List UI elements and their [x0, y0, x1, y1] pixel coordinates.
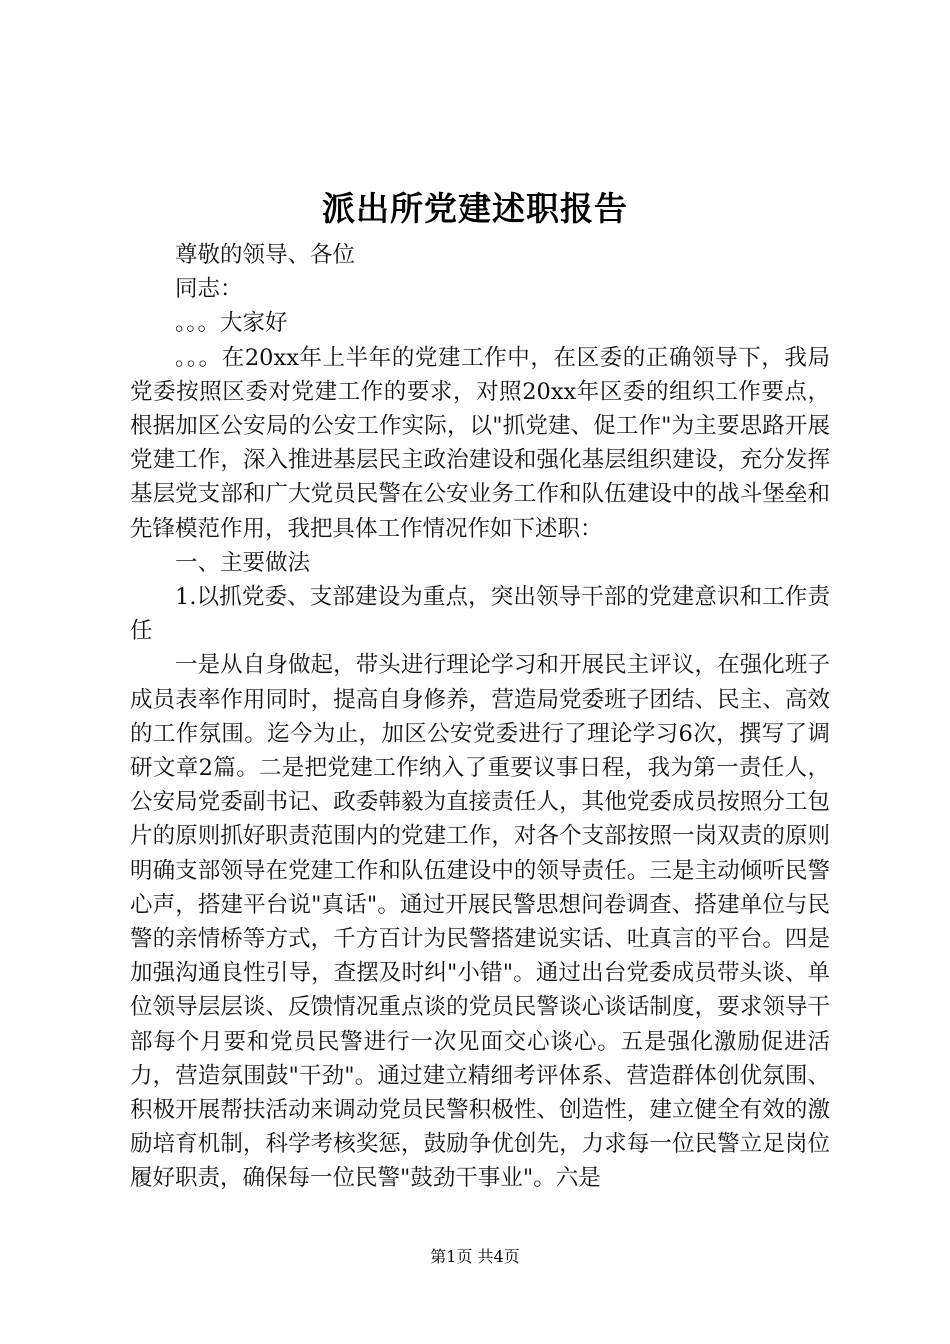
section-heading: 一、主要做法	[175, 549, 311, 576]
document-title: 派出所党建述职报告	[322, 189, 628, 228]
paragraph-greeting: 。。。大家好	[175, 310, 288, 337]
paragraph-body: 一是从自身做起，带头进行理论学习和开展民主评议，在强化班子成员表率作用同时，提高自身修养，营造局党委班子团结、民主、高效的工作氛围。迄今为止，加区公安党委进行了理论学习6次，撰写了调研文章2篇。二是把党建工作纳入了重要议事日程，我为第一责任人，公安局党委副书记、政委韩毅为直接责任人，其他党委成员按照分工包片的原则抓好职责范围内的党建工作，对各个支部按照一岗双责的原则明确支部领导在党建工作和队伍建设中的领导责任。三是主动倾听民警心声，搭建平台说"真话"。通过开展民警思想问卷调查、搭建单位与民警的亲情桥等方式，千方百计为民警搭建说实话、吐真言的平台。四是加强沟通良性引导，查摆及时纠"小错"。通过出台党委成员带头谈、单位领导层层谈、反馈情况重点谈的党员民警谈心谈话制度，要求领导干部每个月要和党员民警进行一次见面交心谈心。五是强化激励促进活力，营造氛围鼓"干劲"。通过建立精细考评体系、营造群体创优氛围、积极开展帮扶活动来调动党员民警积极性、创造性，建立健全有效的激励培育机制，科学考核奖惩，鼓励争优创先，力求每一位民警立足岗位履好职责，确保每一位民警"鼓劲干事业"。六是	[130, 652, 830, 1192]
page-number-footer: 第1页 共4页	[430, 1247, 520, 1266]
subsection-heading: 1.以抓党委、支部建设为重点，突出领导干部的党建意识和工作责任	[130, 584, 830, 645]
paragraph-salutation-2: 同志：	[175, 276, 243, 303]
paragraph-salutation: 尊敬的领导、各位	[175, 242, 356, 268]
paragraph-intro: 。。。在20xx年上半年的党建工作中，在区委的正确领导下，我局党委按照区委对党建工作的要求，对照20xx年区委的组织工作要点，根据加区公安局的公安工作实际，以"抓党建、促工作"为主要思路开展党建工作，深入推进基层民主政治建设和强化基层组织建设，充分发挥基层党支部和广大党员民警在公安业务工作和队伍建设中的战斗堡垒和先锋模范作用，我把具体工作情况作如下述职：	[130, 344, 830, 542]
document-body	[130, 238, 830, 1196]
